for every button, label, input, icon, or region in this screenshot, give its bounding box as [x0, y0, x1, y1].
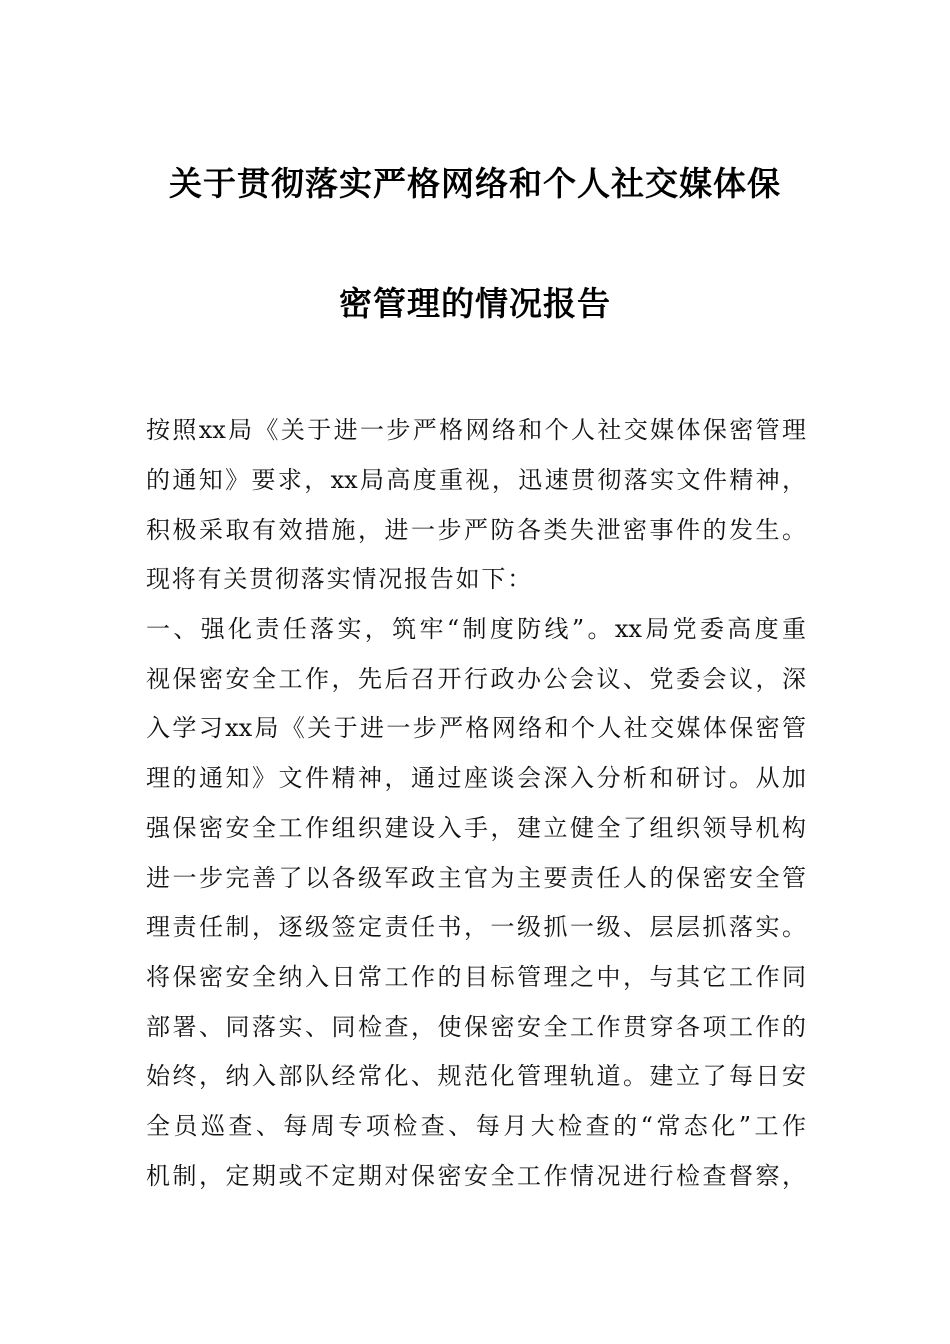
body-line: 机制，定期或不定期对保密安全工作情况进行检查督察， [146, 1162, 806, 1190]
body-line: 的通知》要求，xx局高度重视，迅速贯彻落实文件精神， [146, 466, 806, 494]
body-line: 理责任制，逐级签定责任书，一级抓一级、层层抓落实。 [146, 913, 806, 941]
body-line: 现将有关贯彻落实情况报告如下： [146, 565, 533, 593]
body-line: 入学习xx局《关于进一步严格网络和个人社交媒体保密管 [146, 714, 806, 742]
document-title-line-2: 密管理的情况报告 [339, 284, 611, 323]
body-line: 理的通知》文件精神，通过座谈会深入分析和研讨。从加 [146, 764, 806, 792]
body-line: 强保密安全工作组织建设入手，建立健全了组织领导机构 [146, 814, 806, 842]
body-line: 按照xx局《关于进一步严格网络和个人社交媒体保密管理 [146, 416, 806, 444]
document-title-line-1: 关于贯彻落实严格网络和个人社交媒体保 [169, 164, 781, 203]
body-line: 部署、同落实、同检查，使保密安全工作贯穿各项工作的 [146, 1013, 806, 1041]
body-line: 将保密安全纳入日常工作的目标管理之中，与其它工作同 [146, 963, 806, 991]
body-line: 积极采取有效措施，进一步严防各类失泄密事件的发生。 [146, 516, 806, 544]
body-line: 视保密安全工作，先后召开行政办公会议、党委会议，深 [146, 665, 806, 693]
body-line: 进一步完善了以各级军政主官为主要责任人的保密安全管 [146, 864, 806, 892]
body-line: 一、强化责任落实，筑牢“制度防线”。xx局党委高度重 [146, 615, 806, 643]
body-line: 始终，纳入部队经常化、规范化管理轨道。建立了每日安 [146, 1062, 806, 1090]
body-line: 全员巡查、每周专项检查、每月大检查的“常态化”工作 [146, 1112, 806, 1140]
